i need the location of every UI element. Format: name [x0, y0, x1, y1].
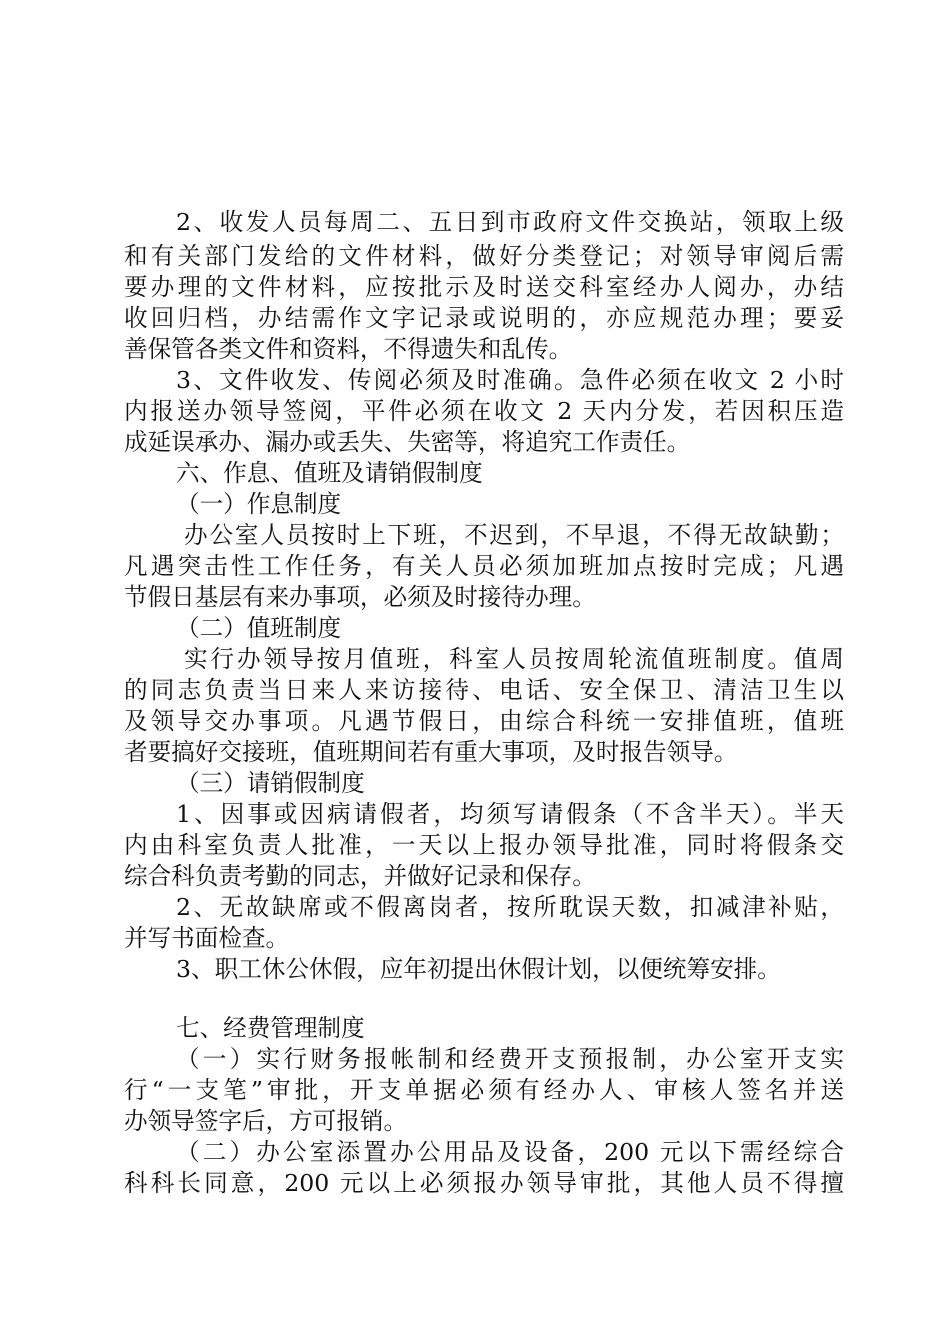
paragraph-line: 2、收发人员每周二、五日到市政府文件交换站，领取上级	[176, 208, 844, 236]
paragraph-line: 者要搞好交接班，值班期间若有重大事项，及时报告领导。	[124, 738, 738, 766]
paragraph-line: 的同志负责当日来人来访接待、电话、安全保卫、清洁卫生以	[124, 676, 844, 704]
paragraph-line: 3、职工休公休假，应年初提出休假计划，以便统筹安排。	[176, 955, 781, 983]
paragraph-line: 1、因事或因病请假者，均须写请假条（不含半天）。半天	[176, 800, 844, 828]
paragraph-line: 内由科室负责人批准，一天以上报办领导批准，同时将假条交	[124, 831, 844, 859]
paragraph-line: 节假日基层有来办事项，必须及时接待办理。	[124, 583, 596, 611]
paragraph-line: 3、文件收发、传阅必须及时准确。急件必须在收文 2 小时	[176, 366, 844, 394]
paragraph-line: 收回归档，办结需作文字记录或说明的，亦应规范办理；要妥	[124, 304, 844, 332]
paragraph-line: 内报送办领导签阅，平件必须在收文 2 天内分发，若因积压造	[124, 397, 844, 425]
paragraph-line: 及领导交办事项。凡遇节假日，由综合科统一安排值班，值班	[124, 707, 844, 735]
paragraph-line: 成延误承办、漏办或丢失、失密等，将追究工作责任。	[124, 428, 691, 456]
paragraph-line: （二）办公室添置办公用品及设备，200 元以下需经综合	[176, 1138, 844, 1166]
paragraph-line: 和有关部门发给的文件材料，做好分类登记；对领导审阅后需	[124, 242, 844, 270]
paragraph-line: 行“一支笔”审批，开支单据必须有经办人、审核人签名并送	[124, 1076, 844, 1104]
paragraph-line: 2、无故缺席或不假离岗者，按所耽误天数，扣减津补贴，	[176, 893, 844, 921]
paragraph-line: 综合科负责考勤的同志，并做好记录和保存。	[124, 862, 596, 890]
subsection-heading: （二）值班制度	[176, 614, 342, 642]
paragraph-line: 办领导签字后，方可报销。	[124, 1107, 408, 1135]
paragraph-line: 要办理的文件材料，应按批示及时送交科室经办人阅办，办结	[124, 273, 844, 301]
subsection-heading: （三）请销假制度	[176, 769, 365, 797]
section-heading: 六、作息、值班及请销假制度	[176, 459, 483, 487]
paragraph-line: （一）实行财务报帐制和经费开支预报制，办公室开支实	[176, 1045, 844, 1073]
subsection-heading: （一）作息制度	[176, 490, 342, 518]
paragraph-line: 善保管各类文件和资料，不得遗失和乱传。	[124, 335, 573, 363]
section-heading: 七、经费管理制度	[176, 1014, 365, 1042]
paragraph-line: 凡遇突击性工作任务，有关人员必须加班加点按时完成；凡遇	[124, 552, 844, 580]
paragraph-line: 实行办领导按月值班，科室人员按周轮流值班制度。值周	[184, 645, 844, 673]
paragraph-line: 办公室人员按时上下班，不迟到，不早退，不得无故缺勤；	[184, 521, 844, 549]
paragraph-line: 并写书面检查。	[124, 924, 290, 952]
paragraph-line: 科科长同意，200 元以上必须报办领导审批，其他人员不得擅	[124, 1169, 844, 1197]
